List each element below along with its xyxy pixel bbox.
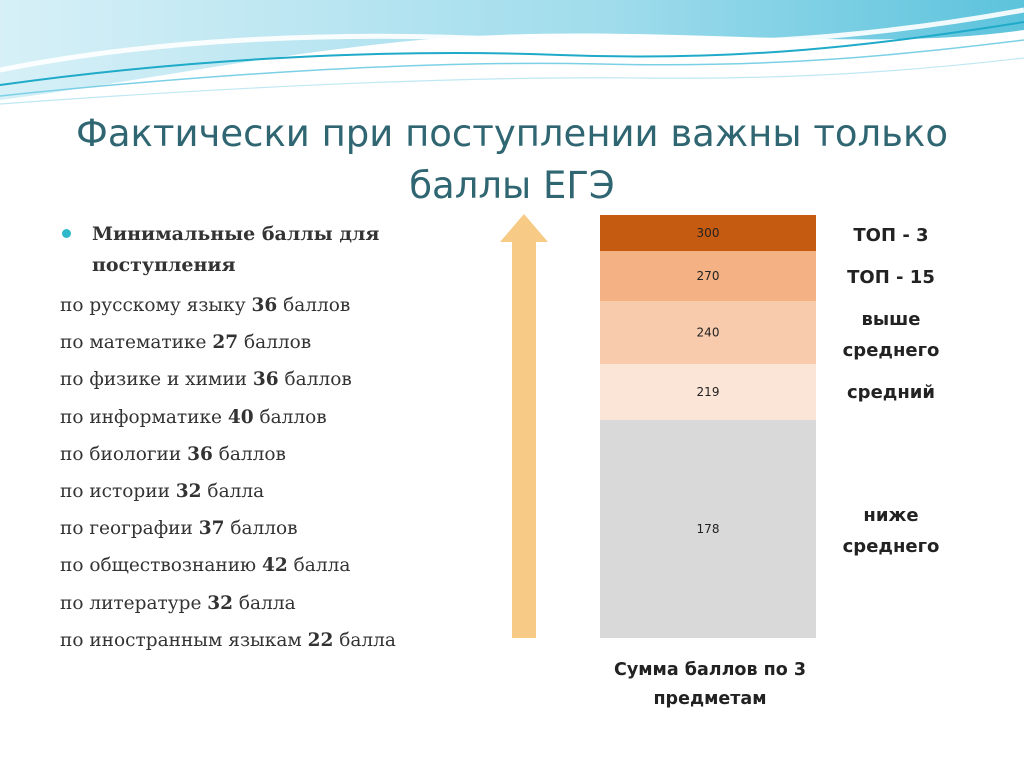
bar-segment-label-270: 270 <box>696 269 720 283</box>
list-item: по математике 27 баллов <box>60 332 312 354</box>
list-item: по обществознанию 42 балла <box>60 555 351 577</box>
list-item: по географии 37 баллов <box>60 518 298 540</box>
bar-segment-label-300: 300 <box>696 226 720 240</box>
stacked-bar-chart <box>600 215 816 638</box>
level-label-below-line-1: ниже <box>863 505 919 526</box>
bullet-heading <box>92 219 452 281</box>
list-item: по физике и химии 36 баллов <box>60 369 352 391</box>
chart-caption <box>590 656 830 714</box>
bullet-dot-icon <box>62 229 71 238</box>
level-label-below-average <box>806 500 976 562</box>
list-item: по иностранным языкам 22 балла <box>60 629 396 651</box>
bullet-heading-line-1: Минимальные баллы для <box>92 223 380 245</box>
level-label-average: средний <box>847 382 935 403</box>
min-scores-list <box>60 287 396 659</box>
list-item: по биологии 36 баллов <box>60 443 286 465</box>
up-arrow-icon <box>500 214 548 638</box>
level-label-top15: ТОП - 15 <box>847 267 935 288</box>
list-item: по истории 32 балла <box>60 480 265 502</box>
chart-caption-line-2: предметам <box>653 689 767 709</box>
bar-segment-label-219: 219 <box>696 385 720 399</box>
list-item: по русскому языку 36 баллов <box>60 295 351 316</box>
level-label-top3: ТОП - 3 <box>853 225 929 246</box>
level-label-below-line-2: среднего <box>842 536 940 557</box>
list-item: по информатике 40 баллов <box>60 406 327 428</box>
bullet-heading-line-2: поступления <box>92 254 236 276</box>
level-label-above-line-2: среднего <box>842 340 940 361</box>
page-title-line-1: Фактически при поступлении важны только <box>76 112 948 155</box>
bar-segment-label-240: 240 <box>696 325 720 340</box>
chart-caption-line-1: Сумма баллов по 3 <box>614 660 806 680</box>
page-title <box>40 108 984 212</box>
level-label-above-average <box>806 304 976 366</box>
list-item: по литературе 32 балла <box>60 592 296 614</box>
header-wave-decoration <box>0 0 1024 115</box>
page-title-line-2: баллы ЕГЭ <box>409 164 615 207</box>
bar-segment-label-178: 178 <box>696 522 720 536</box>
level-label-above-line-1: выше <box>861 309 921 330</box>
